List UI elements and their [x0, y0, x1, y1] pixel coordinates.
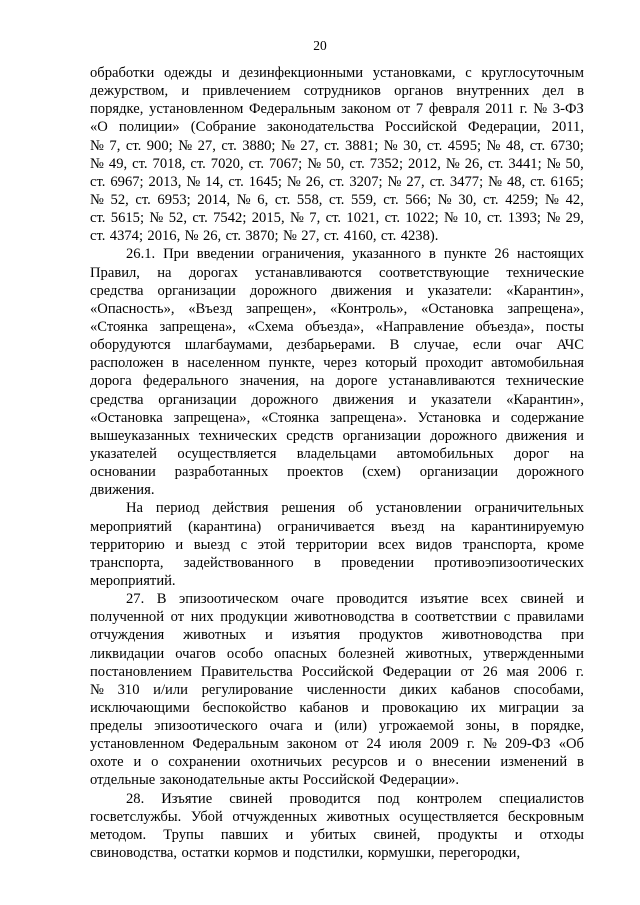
- text-line: «Опасность», «Въезд запрещен», «Контроль», «Остановка запрещена»,: [90, 300, 584, 317]
- text-line: расположен в населенном пункте, через который проходит автомобильная: [90, 355, 584, 372]
- paragraph-p-26-1: [90, 245, 584, 499]
- text-line: ст. 5615; № 52, ст. 7542; 2015, № 7, ст. 1021, ст. 1022; № 10, ст. 1393; № 29,: [90, 210, 584, 227]
- text-line: основании разработанных проектов (схем) организации дорожного: [90, 464, 584, 481]
- text-line: территорию и выезд с этой территории всех видов транспорта, кроме: [90, 536, 584, 553]
- text-line: ст. 4374; 2016, № 26, ст. 3870; № 27, ст. 4160, ст. 4238).: [90, 228, 439, 245]
- text-line: отчуждения животных и изъятия продуктов животноводства при: [90, 627, 584, 644]
- text-line: дорога федерального значения, на дороге устанавливаются технические: [90, 373, 584, 390]
- paragraph-p-cont: [90, 64, 584, 245]
- text-line: средства организации дорожного движения и указатели: «Карантин»,: [90, 282, 584, 299]
- text-line: указателей осуществляется владельцами автомобильных дорог на: [90, 445, 584, 462]
- text-line: обработки одежды и дезинфекционными установками, с круглосуточным: [90, 65, 584, 81]
- text-line: На период действия решения об установлении ограничительных: [126, 500, 584, 517]
- text-line: «Стоянка запрещена», «Схема объезда», «Направление объезда», посты: [90, 318, 584, 335]
- paragraph-p-quarantine: [90, 499, 584, 590]
- page-number: 20: [313, 38, 327, 53]
- text-line: № 310 и/или регулирование численности диких кабанов способами,: [90, 681, 584, 698]
- text-line: № 49, ст. 7018, ст. 7020, ст. 7067; № 50, ст. 7352; 2012, № 26, ст. 3441; № 50,: [90, 155, 584, 172]
- text-line: свиноводства, остатки кормов и подстилки, кормушки, перегородки,: [90, 845, 521, 862]
- text-line: 26.1. При введении ограничения, указанного в пункте 26 настоящих: [126, 246, 584, 263]
- document-body: [90, 64, 584, 862]
- text-line: № 7, ст. 900; № 27, ст. 3880; № 27, ст. 3881; № 30, ст. 4595; № 48, ст. 6730;: [90, 137, 584, 154]
- text-line: ликвидации очагов особо опасных болезней животных, утвержденными: [90, 645, 584, 662]
- text-line: дежурством, и привлечением сотрудников органов внутренних дел в: [90, 83, 584, 100]
- text-line: средства организации дорожного движения и указатели «Карантин»,: [90, 391, 584, 408]
- text-line: № 52, ст. 6953; 2014, № 6, ст. 558, ст. 559, ст. 566; № 30, ст. 4259; № 42,: [90, 191, 584, 208]
- text-line: мероприятий.: [90, 572, 176, 589]
- paragraph-p-28: [90, 790, 584, 863]
- text-line: порядке, установленном Федеральным законом от 7 февраля 2011 г. № 3-ФЗ: [90, 101, 584, 118]
- text-line: вышеуказанных технических средств организации дорожного движения и: [90, 427, 584, 444]
- paragraph-p-27: [90, 590, 584, 790]
- text-line: постановлением Правительства Российской Федерации от 26 мая 2006 г.: [90, 663, 584, 680]
- text-line: 28. Изъятие свиней проводится под контролем специалистов: [126, 790, 584, 807]
- text-line: пределы эпизоотического очага и (или) угрожаемой зоны, в порядке,: [90, 718, 584, 735]
- text-line: 27. В эпизоотическом очаге проводится изъятие всех свиней и: [126, 591, 584, 608]
- text-line: исключающими беспокойство кабанов и провокацию их миграции за: [90, 699, 584, 716]
- text-line: полученной от них продукции животноводства в соответствии с правилами: [90, 609, 584, 626]
- text-line: движения.: [90, 482, 155, 499]
- text-line: мероприятий (карантина) ограничивается въезд на карантинируемую: [90, 518, 584, 535]
- text-line: охоте и о сохранении охотничьих ресурсов и о внесении изменений в: [90, 754, 584, 771]
- text-line: ст. 6967; 2013, № 14, ст. 1645; № 26, ст. 3207; № 27, ст. 3477; № 48, ст. 6165;: [90, 173, 584, 190]
- text-line: транспорта, задействованного в проведении противоэпизоотических: [90, 554, 584, 571]
- text-line: методом. Трупы павших и убитых свиней, продукты и отходы: [90, 826, 584, 843]
- text-line: «О полиции» (Собрание законодательства Российской Федерации, 2011,: [90, 119, 584, 136]
- text-line: Правил, на дорогах устанавливаются соответствующие технические: [90, 264, 584, 281]
- text-line: «Остановка запрещена», «Стоянка запрещена». Установка и содержание: [90, 409, 584, 426]
- text-line: госветслужбы. Убой отчужденных животных осуществляется бескровным: [90, 808, 584, 825]
- text-line: установленном Федеральным законом от 24 июля 2009 г. № 209-ФЗ «Об: [90, 736, 584, 753]
- text-line: отдельные законодательные акты Российской Федерации».: [90, 772, 460, 789]
- text-line: оборудуются шлагбаумами, дезбарьерами. В случае, если очаг АЧС: [90, 337, 584, 354]
